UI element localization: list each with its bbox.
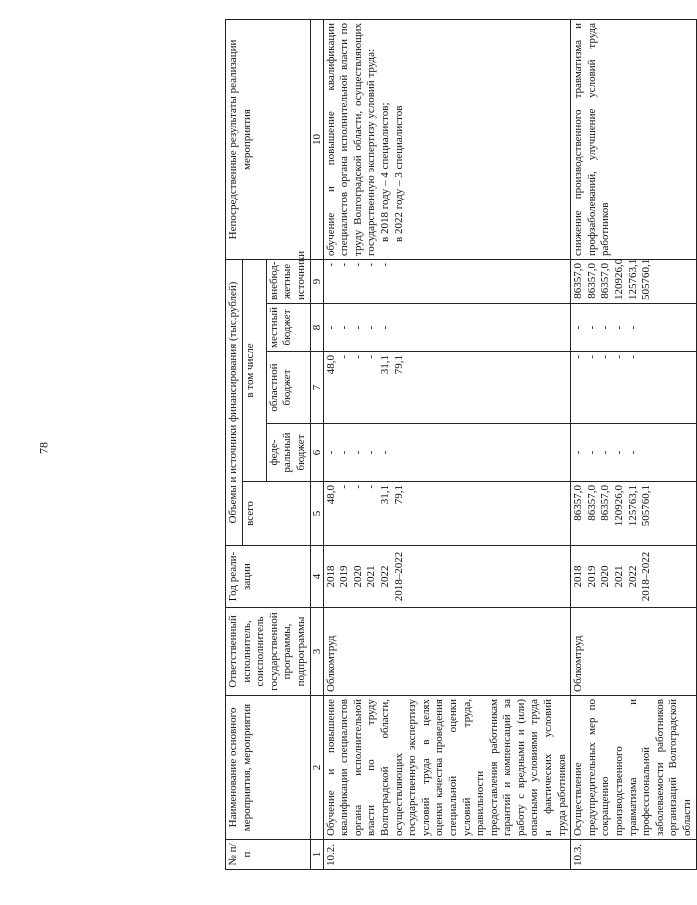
col-number: 1 <box>310 840 323 870</box>
header-including: в том числе <box>242 259 266 481</box>
row-years-value: 2020 <box>599 565 612 588</box>
row-local-value: - <box>338 325 351 330</box>
row-years-value: 2018–2022 <box>392 551 405 602</box>
row-years-value: 2022 <box>626 565 639 588</box>
row-regional-value: - <box>599 355 612 359</box>
col-number: 6 <box>310 424 323 482</box>
row-extra-value: - <box>351 262 364 267</box>
row-total-value: 86357,0 <box>572 485 585 521</box>
col-number: 5 <box>310 482 323 546</box>
row-measure-name: Осуществление предупредительных мер по сокращению производственного травматизма и профессиональной заболеваемости работников организаций Волгоградской области <box>571 696 696 840</box>
row-years-value: 2018 <box>572 565 585 588</box>
row-total-value: - <box>365 485 378 489</box>
row-result-detail: в 2018 году – 4 специалистов; <box>378 102 391 242</box>
row-result-detail: в 2022 году – 3 специалистов <box>392 105 405 242</box>
financing-table-sheet <box>225 20 693 870</box>
col-number: 10 <box>310 19 323 259</box>
program-measures-table <box>225 19 697 870</box>
row-extra-value: 120926,0 <box>613 258 626 300</box>
row-local-value: - <box>365 325 378 330</box>
col-number: 2 <box>310 696 323 840</box>
header-year: Год реали-зации <box>226 546 311 608</box>
row-federal <box>571 424 696 482</box>
row-extra-value: - <box>378 262 391 267</box>
row-federal <box>323 424 571 482</box>
row-local-value: - <box>626 325 639 330</box>
row-extra-value: 125763,1 <box>626 258 639 300</box>
row-local-value <box>640 307 654 348</box>
row-local-value: - <box>572 325 585 330</box>
row-years-value: 2021 <box>613 565 626 588</box>
row-federal-value: - <box>626 450 639 455</box>
row-result <box>571 19 696 259</box>
col-number: 8 <box>310 304 323 352</box>
row-local-value: - <box>613 325 626 330</box>
row-total-value: - <box>351 485 364 489</box>
row-extra <box>323 259 571 303</box>
row-federal-value: - <box>324 450 337 455</box>
row-extra-value: 86357,0 <box>585 262 598 299</box>
row-regional-value: - <box>585 355 598 359</box>
row-regional-value: - <box>365 355 378 359</box>
row-federal-value <box>393 427 407 478</box>
row-extra-value: - <box>365 262 378 267</box>
row-local <box>323 304 571 352</box>
row-years-value: 2018–2022 <box>640 551 653 602</box>
row-local-value: - <box>351 325 364 330</box>
row-years-value: 2021 <box>365 565 378 588</box>
col-number: 3 <box>310 608 323 696</box>
header-local: местный бюджет <box>266 304 310 352</box>
row-total-value: 120926,0 <box>613 485 626 527</box>
row-local-value: - <box>324 325 337 330</box>
row-local-value: - <box>599 325 612 330</box>
row-executor: Облкомтруд <box>571 608 696 696</box>
row-years <box>571 546 696 608</box>
row-federal-value: - <box>613 450 626 455</box>
row-regional-value: - <box>626 355 639 359</box>
row-regional-value: 79,1 <box>392 355 405 375</box>
row-years-value: 2019 <box>585 565 598 588</box>
row-regional <box>323 352 571 424</box>
row-regional-value: - <box>572 355 585 359</box>
row-years-value: 2019 <box>338 565 351 588</box>
row-total-value: 86357,0 <box>599 485 612 521</box>
row-federal-value: - <box>351 450 364 455</box>
row-extra-value: - <box>338 262 351 267</box>
row-extra-value: 86357,0 <box>572 262 585 299</box>
row-total-value: - <box>338 485 351 489</box>
row-total-value: 79,1 <box>392 485 405 505</box>
column-numbers-row <box>310 19 323 869</box>
row-total-value: 48,0 <box>324 485 337 505</box>
row-number: 10.2. <box>323 840 571 870</box>
row-total-value: 31,1 <box>378 485 391 505</box>
row-regional-value: 48,0 <box>324 355 337 375</box>
row-extra-value: 86357,0 <box>599 262 612 299</box>
row-regional-value: - <box>338 355 351 359</box>
row-years-value: 2022 <box>378 565 391 588</box>
row-total-value: 125763,1 <box>626 485 639 527</box>
row-measure-name: Обучение и повышение квалификации специалистов органа исполнительной власти по труду Волгоградской области, осуществляющих государственную экспертизу условий труда в целях оценки качества проведения специальной оценки условий труда, правильности предоставления работникам гарантий и компенсаций за работу с вредными и (или) опасными условиями труда и фактических условий труда работников <box>323 696 571 840</box>
col-number: 9 <box>310 259 323 303</box>
header-financing: Объемы и источники финансирования (тыс.рублей) <box>226 259 243 545</box>
row-years-value: 2018 <box>324 565 337 588</box>
header-name: Наименование основного мероприятия, мероприятия <box>226 696 311 840</box>
header-total: всего <box>242 482 310 546</box>
row-result <box>323 19 571 259</box>
row-federal-value: - <box>378 450 391 455</box>
row-extra <box>571 259 696 303</box>
row-years-value: 2020 <box>351 565 364 588</box>
header-result: Непосредственные результаты реализации мероприятия <box>226 19 311 259</box>
col-number: 4 <box>310 546 323 608</box>
header-executor: Ответственный исполнитель, соисполнитель государственной программы, подпрограммы <box>226 608 311 696</box>
header-regional: областной бюджет <box>266 352 310 424</box>
header-number: № п/п <box>226 840 311 870</box>
row-local <box>571 304 696 352</box>
row-federal-value: - <box>365 450 378 455</box>
row-total-value: 505760,1 <box>640 485 653 527</box>
row-result-text: снижение производственного травматизма и профзаболеваний, улучшение условий труда работников <box>572 22 612 256</box>
row-number: 10.3. <box>571 840 696 870</box>
row-federal-value: - <box>572 450 585 455</box>
row-local-value: - <box>585 325 598 330</box>
row-federal-value: - <box>585 450 598 455</box>
row-regional-value: - <box>613 355 626 359</box>
row-executor: Облкомтруд <box>323 608 571 696</box>
header-federal: феде-ральный бюджет <box>266 424 310 482</box>
row-federal-value: - <box>599 450 612 455</box>
row-total <box>571 482 696 546</box>
row-federal-value <box>640 427 654 478</box>
row-regional <box>571 352 696 424</box>
table-row <box>323 19 571 869</box>
col-number: 7 <box>310 352 323 424</box>
header-extra: внебюд-жетные источники <box>266 259 310 303</box>
table-row <box>571 19 696 869</box>
row-regional-value: 31,1 <box>378 355 391 375</box>
row-local-value <box>393 307 407 348</box>
row-years <box>323 546 571 608</box>
row-regional-value: - <box>351 355 364 359</box>
page-number: 78 <box>36 442 51 454</box>
row-regional-value <box>640 355 654 420</box>
row-extra-value: - <box>324 262 337 267</box>
row-local-value: - <box>378 325 391 330</box>
row-extra-value: 505760,1 <box>640 258 653 300</box>
row-total-value: 86357,0 <box>585 485 598 521</box>
row-federal-value: - <box>338 450 351 455</box>
row-total <box>323 482 571 546</box>
row-extra-value <box>393 263 407 300</box>
row-result-text: обучение и повышение квалификации специалистов органа исполнительной власти по труду Волгоградской области, осуществляющих государственную экспертизу условий труда: <box>324 22 378 256</box>
